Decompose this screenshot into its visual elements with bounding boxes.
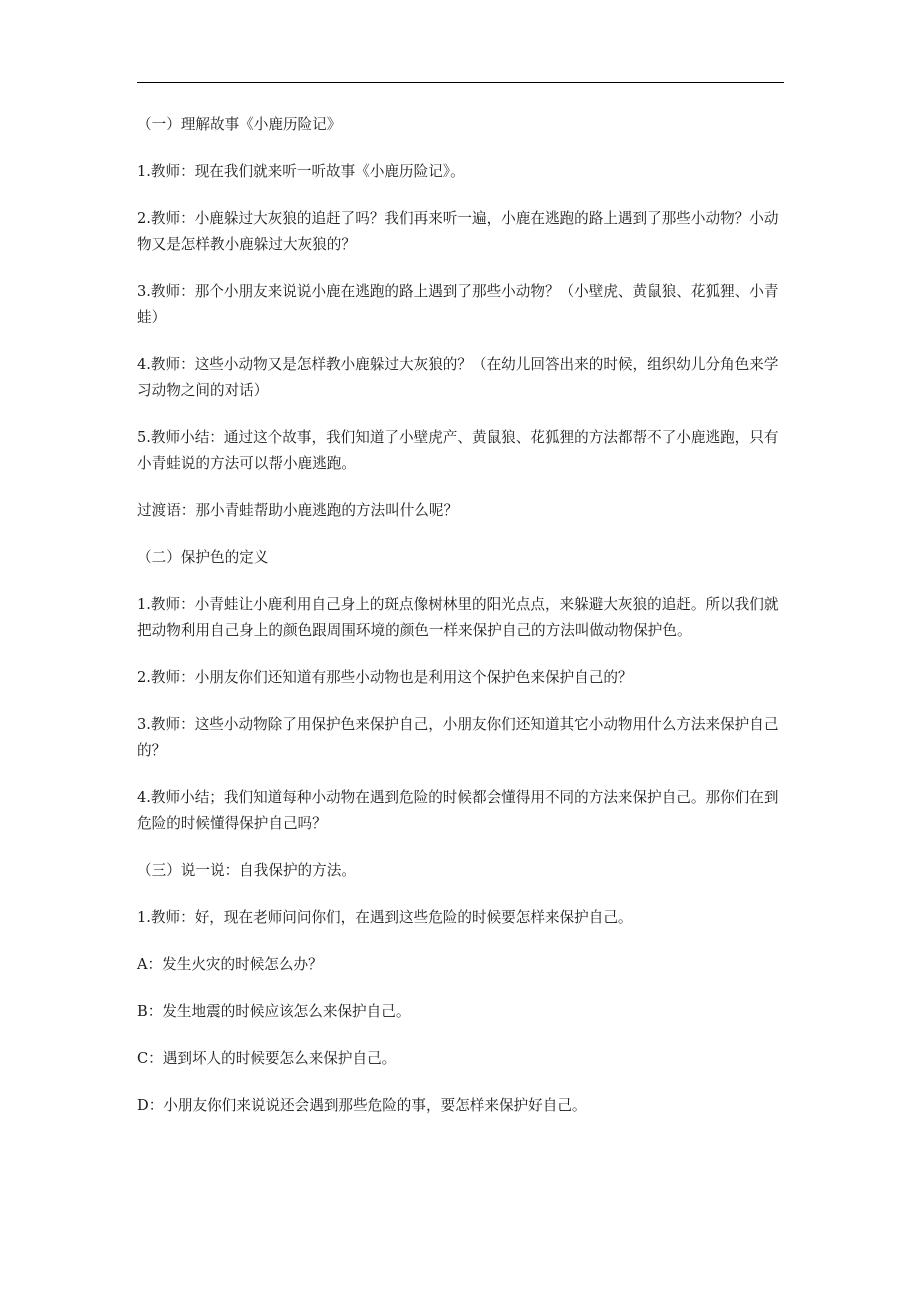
paragraph: 1.教师：好，现在老师问问你们，在遇到这些危险的时候要怎样来保护自己。 (137, 909, 633, 926)
document-body (137, 112, 787, 1140)
paragraph: 1.教师：小青蛙让小鹿利用自己身上的斑点像树林里的阳光点点，来躲避大灰狼的追赶。所以我们就把动物利用自己身上的颜色跟周围环境的颜色一样来保护自己的方法叫做动物保护色。 (137, 596, 779, 639)
paragraph: 4.教师小结；我们知道每种小动物在遇到危险的时候都会懂得用不同的方法来保护自己。那你们在到危险的时候懂得保护自己吗？ (137, 789, 779, 832)
paragraph: 5.教师小结：通过这个故事，我们知道了小壁虎产、黄鼠狼、花狐狸的方法都帮不了小鹿逃跑，只有小青蛙说的方法可以帮小鹿逃跑。 (137, 429, 779, 472)
list-item-d: D：小朋友你们来说说还会遇到那些危险的事，要怎样来保护好自己。 (137, 1097, 587, 1114)
paragraph: 1.教师：现在我们就来听一听故事《小鹿历险记》。 (137, 163, 465, 180)
list-item-c: C：遇到坏人的时候要怎么来保护自己。 (137, 1050, 397, 1067)
paragraph: 2.教师：小鹿躲过大灰狼的追赶了吗？我们再来听一遍，小鹿在逃跑的路上遇到了那些小动物？小动物又是怎样教小鹿躲过大灰狼的？ (137, 210, 779, 253)
paragraph: 4.教师：这些小动物又是怎样教小鹿躲过大灰狼的？（在幼儿回答出来的时候，组织幼儿分角色来学习动物之间的对话） (137, 356, 779, 399)
section-heading-1: （一）理解故事《小鹿历险记》 (137, 116, 342, 133)
list-item-a: A：发生火灾的时候怎么办？ (137, 956, 323, 973)
transition-paragraph: 过渡语：那小青蛙帮助小鹿逃跑的方法叫什么呢？ (137, 502, 459, 519)
list-item-b: B：发生地震的时候应该怎么来保护自己。 (137, 1003, 411, 1020)
section-heading-2: （二）保护色的定义 (137, 549, 269, 566)
section-heading-3: （三）说一说：自我保护的方法。 (137, 862, 356, 879)
header-rule (137, 82, 784, 83)
paragraph: 3.教师：那个小朋友来说说小鹿在逃跑的路上遇到了那些小动物？（小壁虎、黄鼠狼、花狐狸、小青蛙） (137, 283, 779, 326)
paragraph: 3.教师：这些小动物除了用保护色来保护自己，小朋友你们还知道其它小动物用什么方法来保护自己的？ (137, 716, 779, 759)
paragraph: 2.教师：小朋友你们还知道有那些小动物也是利用这个保护色来保护自己的？ (137, 669, 633, 686)
